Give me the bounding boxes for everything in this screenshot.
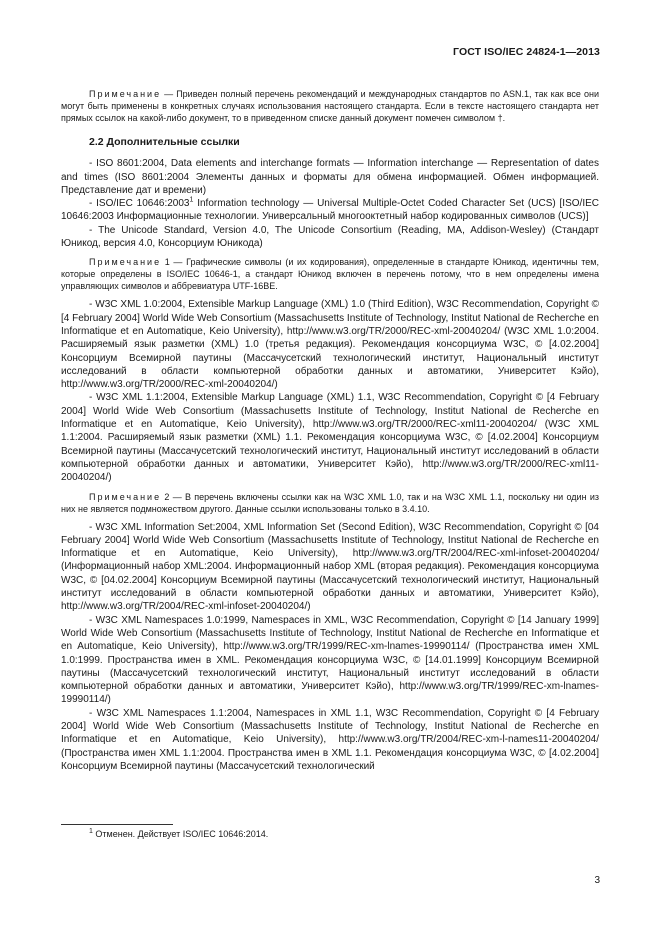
footnote-mark: 1: [89, 828, 93, 835]
page-number: 3: [594, 875, 600, 886]
ref-w3c-xml-namespaces-11: - W3C XML Namespaces 1.1:2004, Namespaces in XML 1.1, W3C Recommendation, Copyright © [4 February 2004] World Wide Web Consortium (Massachusetts Institute of Technology, Institut National de Recherche en Informatique et en Automatique, Keio University), http://www.w3.org/TR/2004/REC-xm-l-names11-20040204/ (Пространства имен XML 1.1:2004. Пространства имен в XML 1.1. Рекомендация консорциума W3C, © [4.02.2004] Консорциум Всемирной паутины (Массачусетский технологический: [61, 707, 599, 772]
ref-iso-8601: - ISO 8601:2004, Data elements and interchange formats — Information interchange — Representation of dates and times (ISO 8601:2004 Элементы данных и форматы для обмена информацией. Обмен информацией. Представление дат и времени): [61, 158, 599, 196]
ref-iso-10646: [61, 197, 599, 224]
note-text: 1 — Графические символы (и их кодирования), определенные в стандарте Юникод, идентичны тем, которые определены в ISO/IEC 10646-1, а стандарт Юникод включен в перечень потому, что в нем определены имена управляющих символов и аббревиатура UTF-16BE.: [61, 257, 599, 292]
note-1: [61, 256, 599, 292]
note-text: — Приведен полный перечень рекомендаций и международных стандартов по ASN.1, так как все они могут быть применены в конкретных случаях использования настоящего стандарта. Если в тексте настоящего стандарта нет прямых ссылок на какой-либо документ, то в приведенном списке данный документ помечен символом †.: [61, 89, 599, 123]
footnote-divider: [61, 824, 173, 825]
ref-w3c-xml-namespaces-10: - W3C XML Namespaces 1.0:1999, Namespaces in XML, W3C Recommendation, Copyright © [14 January 1999] World Wide Web Consortium (Massachusetts Institute of Technology, Institut National de Recherche en Informatique et en Automatique, Keio University), http://www.w3.org/TR/1999/REC-xm-lnames-19990114/ (Пространства имен XML 1.0:1999. Пространства имен в XML. Рекомендация консорциума W3C, © [14.01.1999] Консорциум Всемирной паутины (Массачусетский технологический институт, Национальный институт исследований в области компьютерной обработки данных и автоматики, Университет Кэйо), http://www.w3.org/TR/1999/REC-xm-lnames-19990114/): [61, 614, 599, 706]
section-heading: 2.2 Дополнительные ссылки: [89, 136, 240, 148]
ref-w3c-xml-infoset: - W3C XML Information Set:2004, XML Information Set (Second Edition), W3C Recommendation, Copyright © [04 February 2004] World Wide Web Consortium (Massachusetts Institute of Technology, Institut National de Recherche en Informatique et en Automatique, Keio University), http://www.w3.org/TR/2004/REC-xml-infoset-20040204/ (Информационный набор XML:2004. Информационный набор XML (вторая редакция). Рекомендация консорциума W3C, © [04.02.2004] Консорциум Всемирной паутины (Массачусетский технологический институт, Национальный институт исследований в области компьютерной обработки данных и автоматики, Университет Кэйо), http://www.w3.org/TR/2004/REC-xml-infoset-20040204/): [61, 521, 599, 613]
note-text: 2 — В перечень включены ссылки как на W3C XML 1.0, так и на W3C XML 1.1, поскольку ни один из них не является подмножеством другого. Данные ссылки использованы только в 3.4.10.: [61, 491, 599, 514]
ref-w3c-xml-10: - W3C XML 1.0:2004, Extensible Markup Language (XML) 1.0 (Third Edition), W3C Recommendation, Copyright © [4 February 2004] World Wide Web Consortium (Massachusetts Institute of Technology, Institut National de Recherche en Informatique et en Automatique, Keio University), http://www.w3.org/TR/2000/REC-xml-20040204/ (W3C XML 1.0:2004. Расширяемый язык разметки (XML) 1.0 (третья редакция). Рекомендация консорциума W3C, © [4.02.2004] Консорциум Всемирной паутины (Массачусетский технологический институт, Национальный институт исследований в области компьютерной обработки данных и автоматики, Университет Кэйо), http://www.w3.org/TR/2000/REC-xml-20040204/): [61, 299, 599, 391]
note-intro: [61, 88, 599, 124]
footnote: [89, 829, 268, 839]
ref-iso-10646-title: Information technology — Universal Multiple-Octet Coded Character Set (UCS) [ISO/IEC 10646:2003 Информационные технологии. Универсальный многооктетный набор кодированных символов (UCS)]: [61, 198, 599, 223]
note-label: Примечание: [89, 257, 162, 268]
note-label: Примечание: [89, 89, 162, 99]
footnote-text: Отменен. Действует ISO/IEC 10646:2014.: [92, 829, 269, 839]
ref-iso-10646-code: - ISO/IEC 10646:2003: [89, 198, 190, 210]
page-body: [61, 88, 599, 773]
footnote-reference: 1: [189, 196, 194, 204]
document-header: ГОСТ ISO/IEC 24824-1—2013: [453, 46, 600, 58]
ref-unicode: - The Unicode Standard, Version 4.0, The Unicode Consortium (Reading, MA, Addison-Wesley) (Стандарт Юникод, версия 4.0, Консорциум Юникода): [61, 224, 599, 250]
note-2: [61, 491, 599, 515]
ref-w3c-xml-11: - W3C XML 1.1:2004, Extensible Markup Language (XML) 1.1, W3C Recommendation, Copyright © [4 February 2004] World Wide Web Consortium (Massachusetts Institute of Technology, Institut National de Recherche en Informatique et en Automatique, Keio University), http://www.w3.org/TR/2000/REC-xml11-20040204/ (W3C XML 1.1:2004. Расширяемый язык разметки (XML) 1.1. Рекомендация консорциума W3C, © [4.02.2004] Консорциум Всемирной паутины (Массачусетский технологический институт, Национальный институт исследований в области компьютерной обработки данных и автоматики, Университет Кэйо), http://www.w3.org/TR/2000/REC-xml11-20040204/): [61, 392, 599, 484]
note-label: Примечание: [89, 491, 162, 502]
